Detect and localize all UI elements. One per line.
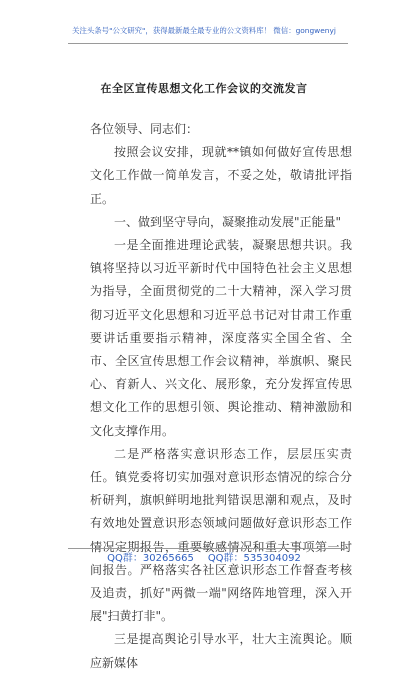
salutation: 各位领导、同志们： bbox=[90, 122, 199, 136]
header-divider bbox=[68, 43, 348, 44]
footer-qq-groups bbox=[0, 549, 408, 564]
paragraph-ideology: 二是严格落实意识形态工作，层层压实责任。镇党委将切实加强对意识形态情况的综合分析研判，旗帜鲜明地批判错误思潮和观点，及时有效地处置意识形态领域问题做好意识形态工作情况定期报告，重要敏感情况和重大事项第一时间报告。严格落实各社区意识形态工作督查考核及追责，抓好"两微一端"网络阵地管理，深入开展"扫黄打非"。 bbox=[90, 446, 352, 624]
paragraph-intro: 按照会议安排，现就**镇如何做好宣传思想文化工作做一简单发言，不妥之处，敬请批评指正。 bbox=[90, 145, 352, 206]
document-title: 在全区宣传思想文化工作会议的交流发言 bbox=[100, 82, 308, 95]
document-body bbox=[90, 118, 352, 675]
paragraph-public-opinion: 三是提高舆论引导水平，壮大主流舆论。顺应新媒体 bbox=[90, 632, 352, 670]
section-heading-1: 一、做到坚守导向，凝聚推动发展"正能量" bbox=[114, 214, 342, 229]
qq-group-secondary: QQ群：535304092 bbox=[207, 553, 301, 564]
header-promo-note: 关注头条号"公文研究"，获得最新最全最专业的公文资料库！ 微信：gongwenyj bbox=[72, 26, 336, 35]
paragraph-theory: 一是全面推进理论武装，凝聚思想共识。我镇将坚持以习近平新时代中国特色社会主义思想为指导，全面贯彻党的二十大精神，深入学习贯彻习近平文化思想和习近平总书记对甘肃工作重要讲话重要指示精神，深度落实全国全省、全市、全区宣传思想工作会议精神，举旗帜、聚民心、育新人、兴文化、展形象，充分发挥宣传思想文化工作的思想引领、舆论推动、精神激励和文化支撑作用。 bbox=[90, 238, 352, 438]
qq-group-primary: QQ群：30265665 bbox=[107, 553, 194, 564]
